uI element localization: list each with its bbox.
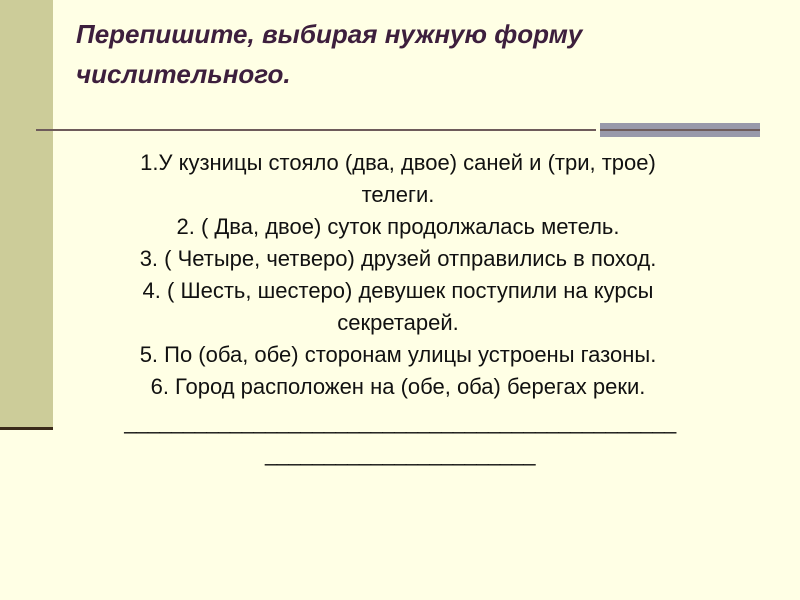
- exercise-line: секретарей.: [337, 310, 459, 335]
- title-divider-line-right: [600, 129, 760, 131]
- exercise-line: 3. ( Четыре, четверо) друзей отправились в поход.: [139, 246, 657, 271]
- exercise-text: [66, 147, 730, 403]
- answer-blank-line-1: _______________________________________________: [124, 409, 676, 434]
- exercise-line: 1.У кузницы стояло (два, двое) саней и (три, трое): [140, 150, 656, 175]
- title-line-1: Перепишите, выбирая нужную форму: [76, 19, 583, 49]
- answer-blank-line-2: _______________________: [265, 441, 535, 466]
- slide-title: [76, 14, 756, 94]
- title-divider-line: [36, 129, 596, 131]
- exercise-line: 5. По (оба, обе) сторонам улицы устроены газоны.: [139, 342, 657, 367]
- exercise-line: 6. Город расположен на (обе, оба) берегах реки.: [150, 374, 646, 399]
- left-accent-underline: [0, 427, 53, 430]
- exercise-line: 2. ( Два, двое) суток продолжалась метель.: [176, 214, 620, 239]
- title-line-2: числительного.: [76, 59, 291, 89]
- exercise-line: 4. ( Шесть, шестеро) девушек поступили на курсы: [142, 278, 654, 303]
- left-accent-bar: [0, 0, 53, 427]
- answer-blank-lines: [60, 406, 740, 470]
- exercise-line: телеги.: [361, 182, 435, 207]
